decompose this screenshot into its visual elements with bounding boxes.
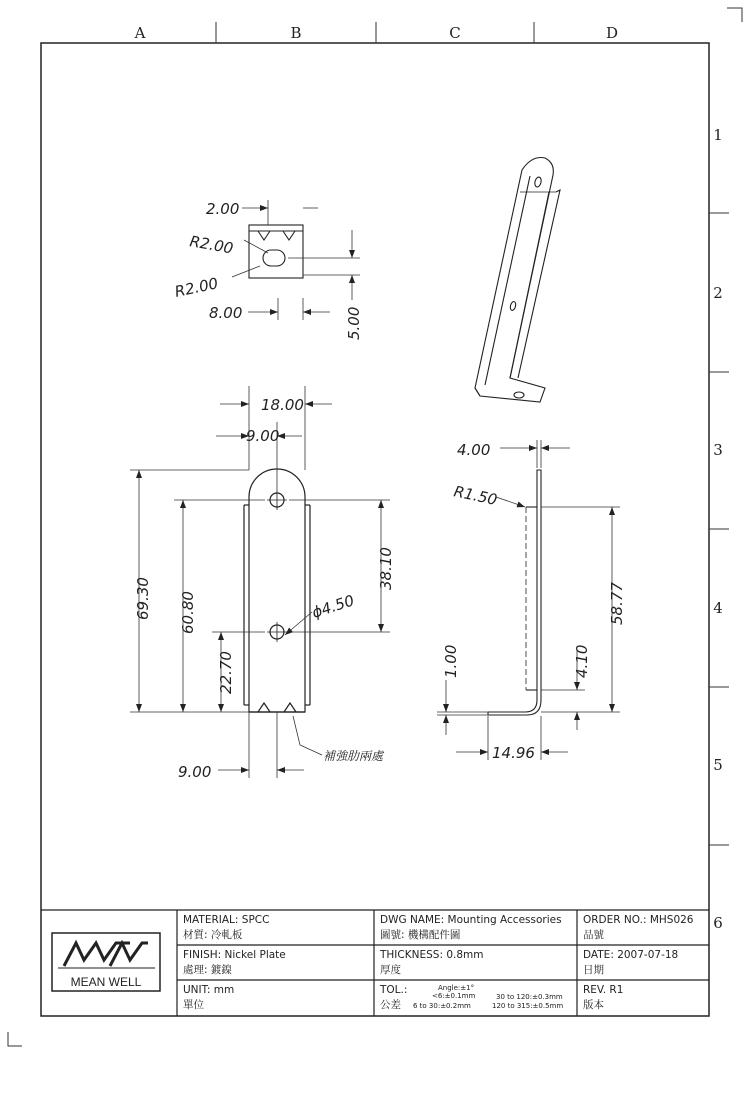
dim-r2-00-a: R2.00 xyxy=(188,232,235,258)
dim-5-00: 5.00 xyxy=(345,306,363,340)
dim-4-00: 4.00 xyxy=(457,441,491,459)
dim-hole-4-50: ϕ4.50 xyxy=(309,591,357,622)
dim-38-10: 38.10 xyxy=(377,547,395,590)
dwg-name-en: DWG NAME: Mounting Accessories xyxy=(380,914,562,926)
dim-58-77: 58.77 xyxy=(608,582,626,625)
dim-r1-50: R1.50 xyxy=(452,482,499,510)
note-ribs: 補強肋兩處 xyxy=(323,749,384,763)
dim-22-70: 22.70 xyxy=(217,651,235,694)
order-no-en: ORDER NO.: MHS026 xyxy=(583,914,694,926)
zone-row-2: 2 xyxy=(713,284,723,302)
dim-1-00: 1.00 xyxy=(442,644,460,678)
finish-en: FINISH: Nickel Plate xyxy=(183,949,286,961)
dim-8-00: 8.00 xyxy=(209,304,243,322)
tol-6-30: 6 to 30:±0.2mm xyxy=(413,1002,471,1010)
side-view xyxy=(488,470,541,715)
unit-en: UNIT: mm xyxy=(183,984,235,996)
top-view xyxy=(249,225,303,278)
isometric-view xyxy=(475,158,560,403)
date-en: DATE: 2007-07-18 xyxy=(583,949,679,961)
dim-2-00: 2.00 xyxy=(206,200,240,218)
thickness-en: THICKNESS: 0.8mm xyxy=(380,949,484,961)
zone-col-c: C xyxy=(449,24,461,42)
tol-angle: Angle:±1° xyxy=(438,984,475,992)
dim-60-80: 60.80 xyxy=(179,591,197,634)
unit-zh: 單位 xyxy=(183,999,204,1011)
tol-30-120: 30 to 120:±0.3mm xyxy=(496,993,563,1001)
dim-18-00: 18.00 xyxy=(261,396,304,414)
order-no-zh: 品號 xyxy=(583,929,604,941)
crop-marks xyxy=(8,8,742,1046)
date-zh: 日期 xyxy=(583,964,604,976)
dim-14-96: 14.96 xyxy=(492,744,535,762)
zone-row-1: 1 xyxy=(713,126,723,144)
rev-zh: 版本 xyxy=(583,999,604,1011)
dim-9-00-top: 9.00 xyxy=(246,427,280,445)
thickness-zh: 厚度 xyxy=(380,964,401,976)
rev-en: REV. R1 xyxy=(583,984,624,996)
material-en: MATERIAL: SPCC xyxy=(183,914,270,926)
mean-well-logo xyxy=(52,933,160,991)
material-zh: 材質: 冷軋板 xyxy=(183,929,243,941)
zone-row-4: 4 xyxy=(713,599,723,617)
zone-row-5: 5 xyxy=(713,756,723,774)
tol-en: TOL.: xyxy=(380,984,408,996)
dim-9-00-bottom: 9.00 xyxy=(178,763,212,781)
finish-zh: 處理: 鍍鎳 xyxy=(183,964,232,976)
tol-120-315: 120 to 315:±0.5mm xyxy=(492,1002,564,1010)
logo-text: MEAN WELL xyxy=(70,975,142,989)
drawing-border xyxy=(41,43,709,1016)
dim-r2-00-b: R2.00 xyxy=(173,274,220,301)
zone-col-d: D xyxy=(605,24,619,42)
tol-zh: 公差 xyxy=(380,999,401,1011)
zone-col-b: B xyxy=(290,24,302,42)
zone-col-a: A xyxy=(134,24,146,42)
tol-under-6: <6:±0.1mm xyxy=(432,992,476,1000)
zone-row-6: 6 xyxy=(713,914,723,932)
zone-ticks xyxy=(216,22,729,845)
dim-4-10: 4.10 xyxy=(573,644,591,678)
top-view-dims xyxy=(232,200,360,320)
dwg-name-zh: 圖號: 機構配件圖 xyxy=(380,929,461,941)
dim-69-30: 69.30 xyxy=(134,577,152,620)
front-view-centerlines xyxy=(267,490,287,642)
zone-row-3: 3 xyxy=(713,441,723,459)
